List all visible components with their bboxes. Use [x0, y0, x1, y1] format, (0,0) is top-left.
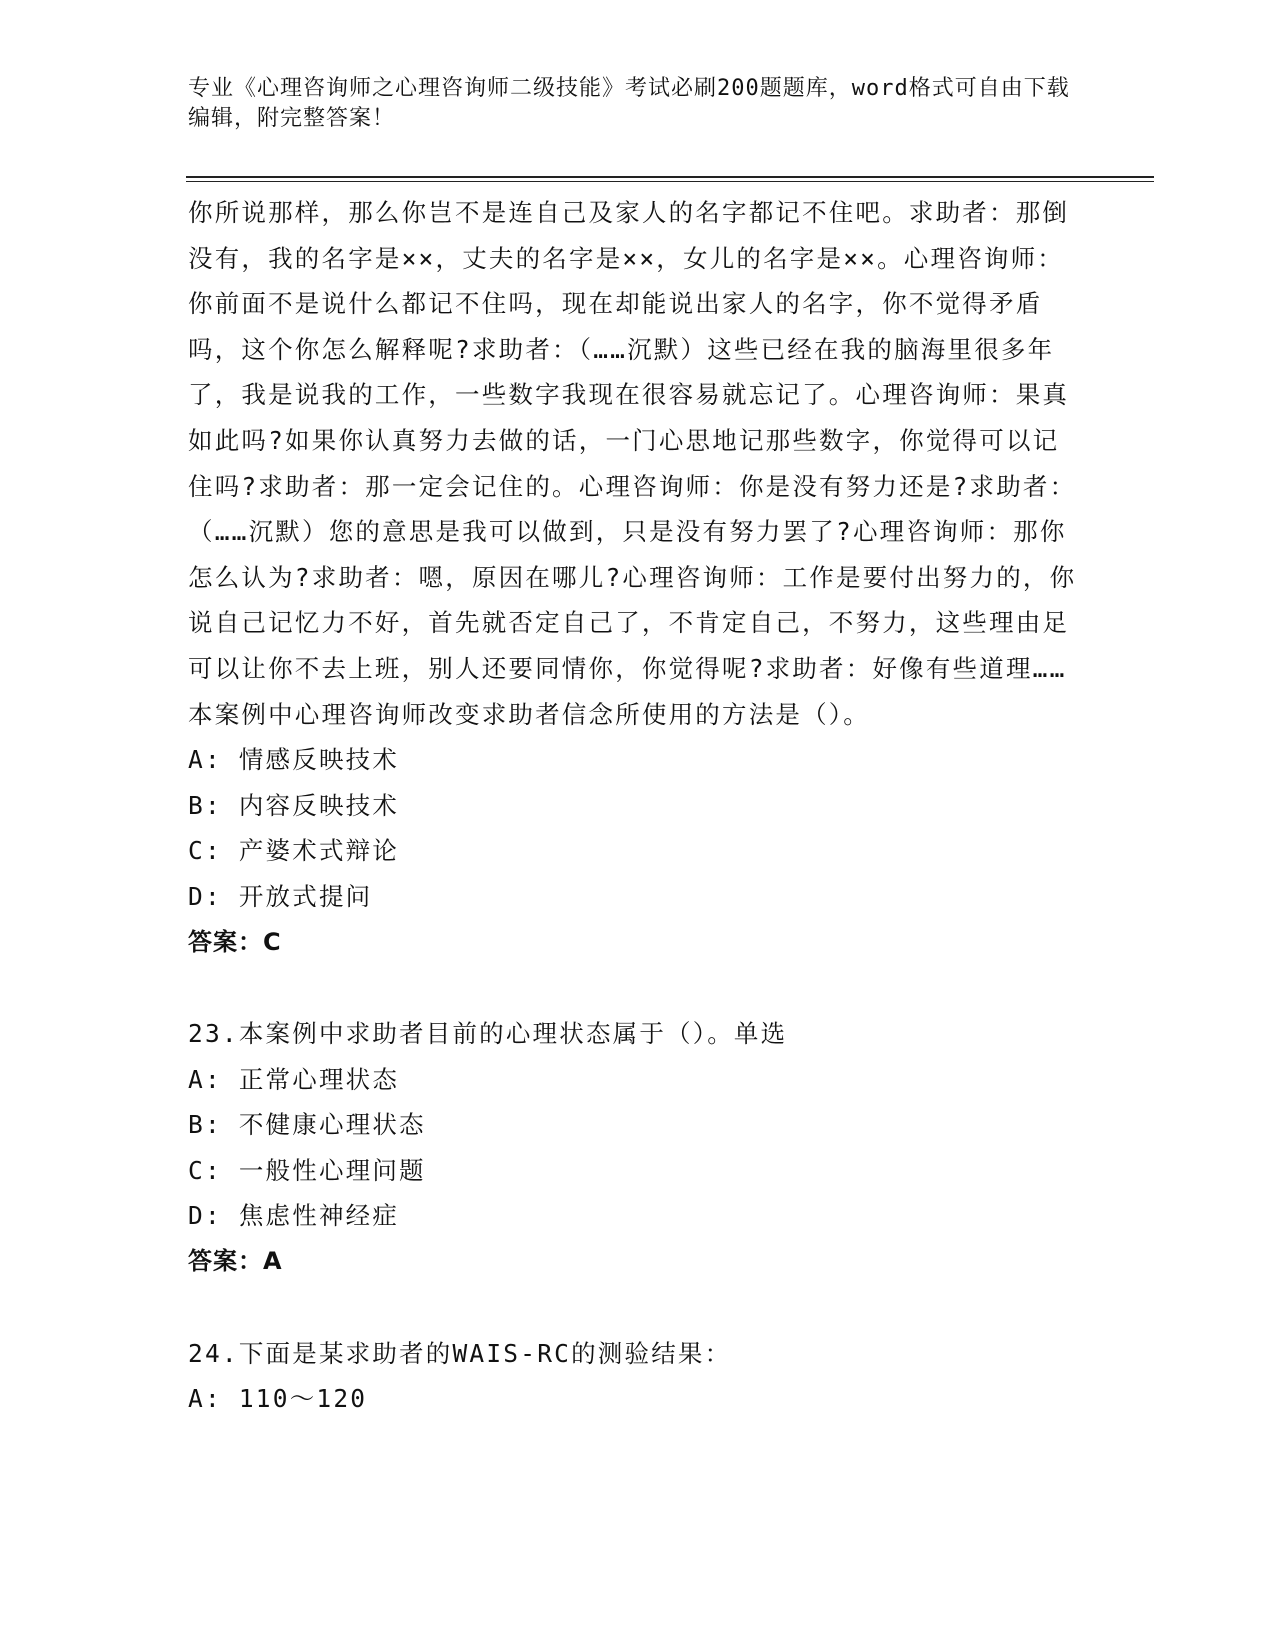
- option-a: A: 情感反映技术: [188, 745, 400, 775]
- option-c: C: 一般性心理问题: [188, 1155, 426, 1185]
- option-d: D: 开放式提问: [188, 881, 373, 911]
- spacer: [188, 965, 1078, 1011]
- question-23-title: 23.本案例中求助者目前的心理状态属于（）。单选: [188, 1019, 788, 1049]
- document-header: 专业《心理咨询师之心理咨询师二级技能》考试必刷200题题库，word格式可自由下载编辑，附完整答案！: [188, 76, 1070, 131]
- option-c: C: 产婆术式辩论: [188, 836, 400, 866]
- option-a: A: 正常心理状态: [188, 1064, 400, 1094]
- option-a: A: 110～120: [188, 1384, 368, 1414]
- option-d: D: 焦虑性神经症: [188, 1201, 400, 1231]
- case-passage: 你所说那样，那么你岂不是连自己及家人的名字都记不住吧。求助者：那倒没有，我的名字是××，丈夫的名字是××，女儿的名字是××。心理咨询师：你前面不是说什么都记不住吗，现在却能说出家人的名字，你不觉得矛盾吗，这个你怎么解释呢?求助者：（……沉默）这些已经在我的脑海里很多年了，我是说我的工作，一些数字我现在很容易就忘记了。心理咨询师：果真如此吗?如果你认真努力去做的话，一门心思地记那些数字，你觉得可以记住吗?求助者：那一定会记住的。心理咨询师：你是没有努力还是?求助者：（……沉默）您的意思是我可以做到，只是没有努力罢了?心理咨询师：那你怎么认为?求助者：嗯，原因在哪儿?心理咨询师：工作是要付出努力的，你说自己记忆力不好，首先就否定自己了，不肯定自己，不努力，这些理由足可以让你不去上班，别人还要同情你，你觉得呢?求助者：好像有些道理……本案例中心理咨询师改变求助者信念所使用的方法是（）。: [188, 198, 1077, 729]
- header-rule-thin: [186, 181, 1154, 182]
- option-b: B: 不健康心理状态: [188, 1110, 426, 1140]
- document-body: [188, 190, 1078, 1422]
- spacer: [188, 1285, 1078, 1331]
- answer-label: 答案：C: [188, 927, 282, 956]
- answer-label: 答案：A: [188, 1247, 283, 1276]
- option-b: B: 内容反映技术: [188, 790, 400, 820]
- question-24-title: 24.下面是某求助者的WAIS-RC的测验结果：: [188, 1338, 732, 1368]
- header-rule-thick: [186, 176, 1154, 178]
